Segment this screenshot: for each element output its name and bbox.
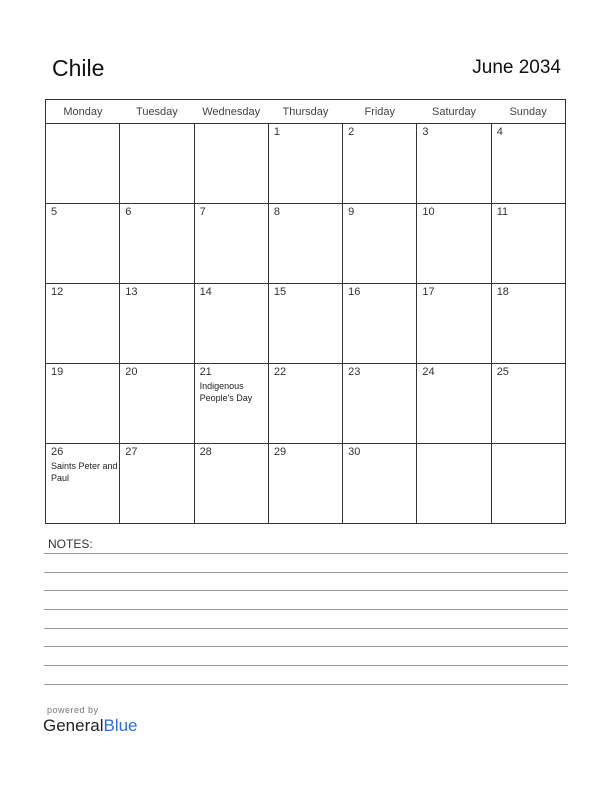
day-cell bbox=[343, 364, 417, 444]
day-number: 28 bbox=[199, 446, 212, 458]
day-cell bbox=[268, 284, 342, 364]
note-line bbox=[44, 628, 568, 629]
brand-general-text: General bbox=[43, 716, 104, 735]
day-number: 27 bbox=[125, 446, 138, 458]
day-cell bbox=[268, 124, 342, 204]
day-number: 25 bbox=[496, 366, 509, 378]
week-row bbox=[46, 284, 566, 364]
weekday-wednesday: Wednesday bbox=[194, 100, 268, 124]
day-cell bbox=[491, 284, 565, 364]
day-number: 10 bbox=[422, 206, 435, 218]
day-cell bbox=[417, 284, 491, 364]
note-line bbox=[44, 590, 568, 591]
weekday-header-row bbox=[46, 100, 566, 124]
day-cell bbox=[268, 204, 342, 284]
day-cell bbox=[46, 204, 120, 284]
note-line bbox=[44, 684, 568, 685]
day-cell bbox=[194, 124, 268, 204]
weekday-thursday: Thursday bbox=[268, 100, 342, 124]
note-line bbox=[44, 646, 568, 647]
day-cell bbox=[194, 364, 268, 444]
day-number: 17 bbox=[422, 286, 435, 298]
day-cell bbox=[268, 364, 342, 444]
day-cell bbox=[491, 444, 565, 524]
day-number: 24 bbox=[422, 366, 435, 378]
day-cell bbox=[417, 364, 491, 444]
day-number: 14 bbox=[199, 286, 212, 298]
day-cell bbox=[46, 124, 120, 204]
note-line bbox=[44, 553, 568, 554]
day-cell bbox=[46, 284, 120, 364]
weekday-saturday: Saturday bbox=[417, 100, 491, 124]
weekday-tuesday: Tuesday bbox=[120, 100, 194, 124]
day-cell bbox=[343, 204, 417, 284]
day-cell bbox=[417, 444, 491, 524]
brand-blue-text: Blue bbox=[103, 716, 138, 735]
day-number: 11 bbox=[496, 206, 509, 218]
day-number: 30 bbox=[348, 446, 361, 458]
day-number: 2 bbox=[348, 126, 355, 138]
day-cell bbox=[417, 124, 491, 204]
day-cell bbox=[120, 364, 194, 444]
day-cell bbox=[194, 444, 268, 524]
day-number: 6 bbox=[125, 206, 132, 218]
day-number: 1 bbox=[273, 126, 280, 138]
day-number: 12 bbox=[51, 286, 64, 298]
day-cell bbox=[491, 364, 565, 444]
day-number: 20 bbox=[125, 366, 138, 378]
day-cell bbox=[343, 124, 417, 204]
day-number: 21 bbox=[199, 366, 212, 378]
week-row bbox=[46, 204, 566, 284]
week-row bbox=[46, 364, 566, 444]
day-number: 19 bbox=[51, 366, 64, 378]
day-number: 4 bbox=[496, 126, 503, 138]
day-number: 23 bbox=[348, 366, 361, 378]
day-cell bbox=[46, 444, 120, 524]
day-cell bbox=[491, 204, 565, 284]
day-cell bbox=[343, 444, 417, 524]
day-number: 16 bbox=[348, 286, 361, 298]
day-number: 7 bbox=[199, 206, 206, 218]
calendar-grid bbox=[45, 99, 566, 524]
day-number: 26 bbox=[51, 446, 64, 458]
day-cell bbox=[268, 444, 342, 524]
day-number: 18 bbox=[496, 286, 509, 298]
day-cell bbox=[343, 284, 417, 364]
day-cell bbox=[120, 204, 194, 284]
country-title: Chile bbox=[52, 55, 105, 81]
day-cell bbox=[120, 284, 194, 364]
week-row bbox=[46, 444, 566, 524]
weekday-sunday: Sunday bbox=[491, 100, 565, 124]
day-cell bbox=[120, 444, 194, 524]
day-number: 8 bbox=[273, 206, 280, 218]
day-cell bbox=[46, 364, 120, 444]
day-number: 22 bbox=[273, 366, 287, 378]
note-line bbox=[44, 572, 568, 573]
day-cell bbox=[194, 204, 268, 284]
weekday-monday: Monday bbox=[46, 100, 120, 124]
notes-label: NOTES: bbox=[48, 537, 93, 551]
day-cell bbox=[194, 284, 268, 364]
day-number: 29 bbox=[273, 446, 287, 458]
day-number: 15 bbox=[273, 286, 287, 298]
weekday-friday: Friday bbox=[343, 100, 417, 124]
day-number: 3 bbox=[422, 126, 429, 138]
holiday-label: Saints Peter and Paul bbox=[51, 461, 118, 483]
note-line bbox=[44, 609, 568, 610]
week-row bbox=[46, 124, 566, 204]
month-year-title: June 2034 bbox=[472, 57, 561, 78]
holiday-label: Indigenous People's Day bbox=[199, 381, 253, 403]
generalblue-logo bbox=[43, 716, 138, 736]
powered-by-text: powered by bbox=[47, 705, 99, 715]
day-cell bbox=[491, 124, 565, 204]
day-cell bbox=[417, 204, 491, 284]
note-line bbox=[44, 665, 568, 666]
day-number: 9 bbox=[348, 206, 355, 218]
day-number: 5 bbox=[51, 206, 58, 218]
day-number: 13 bbox=[125, 286, 138, 298]
day-cell bbox=[120, 124, 194, 204]
